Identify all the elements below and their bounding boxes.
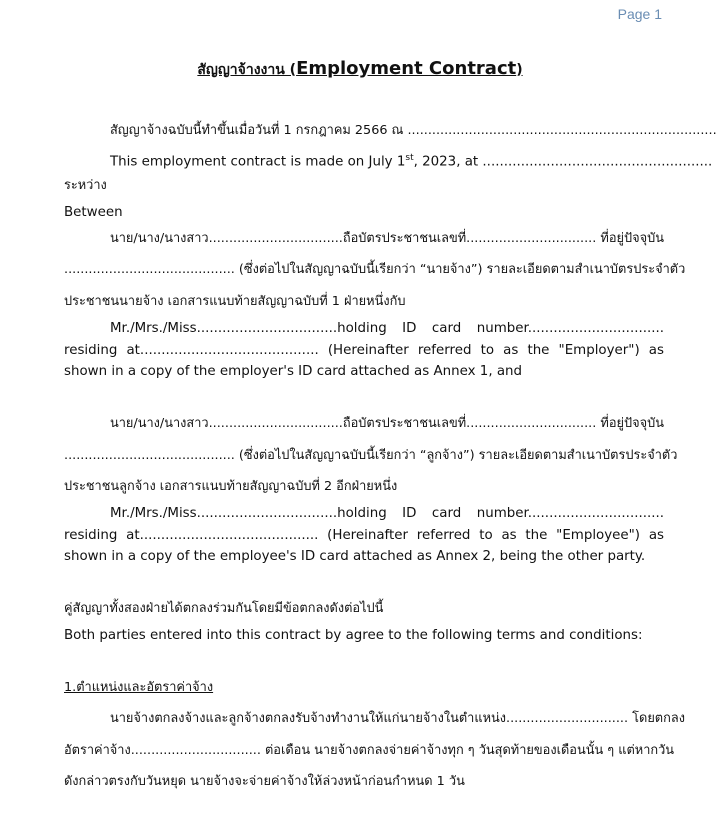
between-thai: ระหว่าง (64, 178, 107, 193)
employer-english: Mr./Mrs./Miss.................................holding ID card number................................ residing at.......................................... (Hereinafter referred to as the "Employer") as shown in a copy of the employer's ID card attached as Annex 1, and (64, 321, 664, 379)
between-english: Between (64, 205, 123, 220)
preamble-en-before: This employment contract is made on July 1 (110, 154, 406, 170)
section-1-line-3: ดังกล่าวตรงกับวันหยุด นายจ้างจะจ่ายค่าจ้างให้ล่วงหน้าก่อนกำหนด 1 วัน (64, 774, 465, 789)
preamble-english (64, 148, 713, 173)
preamble-en-sup: st (405, 153, 414, 163)
employee-thai-line-3: ประชาชนลูกจ้าง เอกสารแนบท้ายสัญญาฉบับที่ 2 อีกฝ่ายหนึ่ง (64, 479, 398, 494)
title-english: Employment Contract (296, 58, 517, 79)
agreement-english: Both parties entered into this contract by agree to the following terms and conditions: (64, 628, 643, 643)
employee-thai-line-1: นาย/นาง/นางสาว.................................ถือบัตรประชาชนเลขที่................................ ที่อยู่ปัจจุบัน (110, 416, 664, 431)
employee-thai-line-2: .......................................... (ซึ่งต่อไปในสัญญาฉบับนี้เรียกว่า “ลูกจ้าง”) รายละเอียดตามสำเนาบัตรประจำตัว (64, 448, 678, 463)
employer-thai-line-1: นาย/นาง/นางสาว.................................ถือบัตรประชาชนเลขที่................................ ที่อยู่ปัจจุบัน (110, 231, 664, 246)
employee-english: Mr./Mrs./Miss.................................holding ID card number................................ residing at.......................................... (Hereinafter referred to as the "Employee") as shown in a copy of the employee's ID card attached as Annex 2, being the other party. (64, 506, 664, 564)
title-thai: สัญญาจ้างงาน ( (197, 62, 297, 78)
agreement-thai: คู่สัญญาทั้งสองฝ่ายได้ตกลงร่วมกันโดยมีข้อตกลงดังต่อไปนี้ (64, 601, 384, 616)
title-close: ) (516, 62, 523, 78)
section-1-line-1: นายจ้างตกลงจ้างและลูกจ้างตกลงรับจ้างทำงานให้แก่นายจ้างในตำแหน่ง.............................. โดยตกลง (110, 711, 685, 726)
page-number: Page 1 (617, 6, 662, 22)
employer-thai-line-3: ประชาชนนายจ้าง เอกสารแนบท้ายสัญญาฉบับที่ 1 ฝ่ายหนึ่งกับ (64, 294, 406, 309)
preamble-thai: สัญญาจ้างฉบับนี้ทำขึ้นเมื่อวันที่ 1 กรกฎาคม 2566 ณ ............................................................................ (110, 123, 717, 138)
section-1-line-2: อัตราค่าจ้าง................................ ต่อเดือน นายจ้างตกลงจ่ายค่าจ้างทุก ๆ วันสุดท้ายของเดือนนั้น ๆ แต่หากวัน (64, 743, 675, 758)
preamble-en-after: , 2023, at ...................................................... (413, 154, 713, 170)
section-1-heading: 1.ตำแหน่งและอัตราค่าจ้าง (64, 680, 214, 695)
employer-thai-line-2: .......................................... (ซึ่งต่อไปในสัญญาฉบับนี้เรียกว่า “นายจ้าง”) รายละเอียดตามสำเนาบัตรประจำตัว (64, 262, 686, 277)
document-title (0, 58, 720, 81)
